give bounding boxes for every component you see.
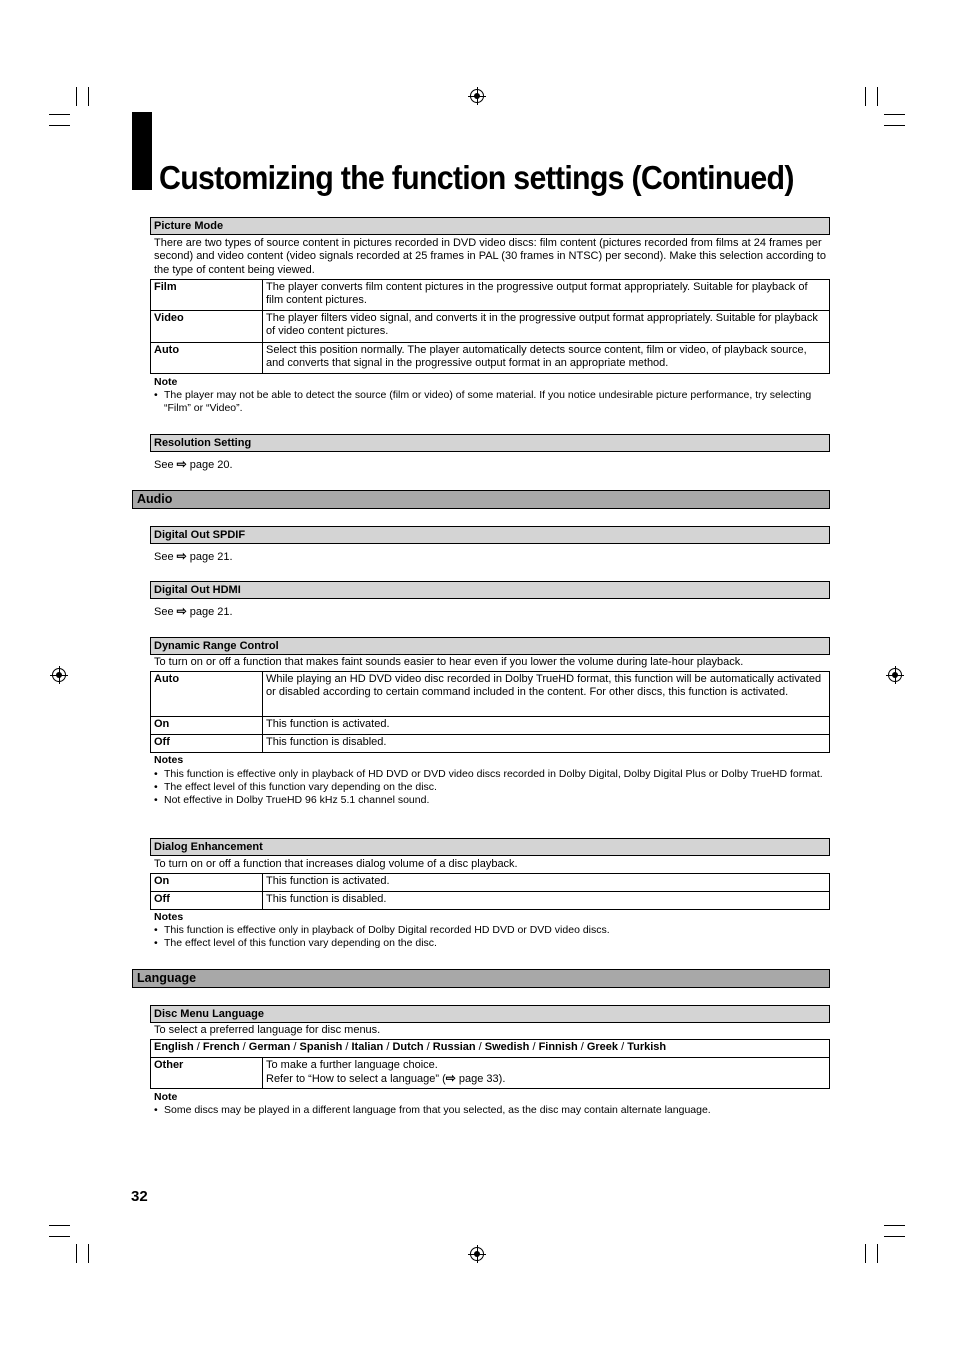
language-section-heading: Language <box>132 969 830 988</box>
table-row <box>151 874 830 892</box>
registration-mark-icon <box>888 668 902 682</box>
digital-out-hdmi-heading: Digital Out HDMI <box>150 581 830 599</box>
option-key: On <box>151 717 263 735</box>
option-desc: This function is activated. <box>263 717 830 735</box>
option-key: Auto <box>151 343 263 374</box>
list-item: • The effect level of this function vary depending on the disc. <box>154 937 828 950</box>
page-link[interactable]: page 21. <box>189 551 233 563</box>
crop-mark <box>865 87 866 106</box>
arrow-right-icon: ⇨ <box>176 604 187 618</box>
separator: / <box>618 1041 628 1053</box>
see-label: See <box>154 606 174 618</box>
crop-mark <box>76 1244 77 1263</box>
separator: / <box>193 1041 203 1053</box>
picture-mode-intro: There are two types of source content in pictures recorded in DVD video discs: film content (pictures recorded from films at 24 frames per second) and video content (video signals recorded at 25 frames in PAL (30 frames in NTSC) per second). Make this selection according to the type of content being viewed. <box>154 237 826 276</box>
crop-mark <box>865 1244 866 1263</box>
separator: / <box>577 1041 587 1053</box>
separator: / <box>423 1041 433 1053</box>
disc-menu-language-table <box>150 1039 830 1089</box>
ref-text: Refer to “How to select a language” ( <box>266 1073 446 1086</box>
crop-mark <box>877 1244 878 1263</box>
digital-out-spdif-heading: Digital Out SPDIF <box>150 526 830 544</box>
dynamic-range-table <box>150 671 830 753</box>
see-label: See <box>154 459 174 471</box>
separator: / <box>383 1041 393 1053</box>
crop-mark <box>884 125 905 126</box>
crop-mark <box>884 1236 905 1237</box>
language-option[interactable]: Spanish <box>299 1041 343 1053</box>
picture-mode-notes <box>154 389 828 415</box>
arrow-right-icon: ⇨ <box>176 549 187 563</box>
notes-label: Notes <box>154 911 184 923</box>
notes-label: Notes <box>154 754 184 766</box>
crop-mark <box>88 1244 89 1263</box>
option-desc: The player converts film content pictures in the progressive output format appropriately. Suitable for playback of film content pictures. <box>263 280 830 311</box>
separator: / <box>290 1041 300 1053</box>
disc-menu-language-notes <box>154 1104 828 1117</box>
list-item: • Not effective in Dolby TrueHD 96 kHz 5.1 channel sound. <box>154 794 828 807</box>
language-option[interactable]: Italian <box>351 1041 384 1053</box>
option-key: Off <box>151 735 263 753</box>
table-row <box>151 280 830 311</box>
table-row <box>151 717 830 735</box>
title-bar <box>132 112 152 190</box>
crop-mark <box>877 87 878 106</box>
option-key: Film <box>151 280 263 311</box>
option-key: Off <box>151 892 263 910</box>
resolution-see-ref <box>154 458 233 472</box>
option-desc: While playing an HD DVD video disc recorded in Dolby TrueHD format, this function will be automatically activated or disabled according to certain command included in the content. For other discs, this function is activated. <box>263 672 830 717</box>
other-desc-line: To make a further language choice. <box>266 1059 438 1071</box>
option-key: Auto <box>151 672 263 717</box>
table-row <box>151 672 830 717</box>
registration-mark-icon <box>470 89 484 103</box>
crop-mark <box>884 114 905 115</box>
arrow-right-icon: ⇨ <box>176 457 187 471</box>
registration-mark-icon <box>52 668 66 682</box>
picture-mode-heading: Picture Mode <box>150 217 830 235</box>
dynamic-range-heading: Dynamic Range Control <box>150 637 830 655</box>
table-row <box>151 1058 830 1089</box>
table-row <box>151 311 830 343</box>
spdif-see-ref <box>154 550 233 564</box>
arrow-right-icon: ⇨ <box>445 1071 456 1086</box>
disc-menu-language-intro: To select a preferred language for disc menus. <box>154 1024 381 1036</box>
page-number: 32 <box>131 1188 148 1205</box>
note-label: Note <box>154 376 178 388</box>
dynamic-range-intro: To turn on or off a function that makes faint sounds easier to hear even if you lower the volume during late-hour playback. <box>154 656 744 668</box>
option-key: Other <box>151 1058 263 1089</box>
page-title: Customizing the function settings (Continued) <box>159 159 794 196</box>
page-link[interactable]: page 21. <box>189 606 233 618</box>
list-item: • This function is effective only in playback of Dolby Digital recorded HD DVD or DVD video discs. <box>154 924 828 937</box>
dynamic-range-notes <box>154 768 828 807</box>
dialog-enhancement-notes <box>154 924 828 950</box>
crop-mark <box>88 87 89 106</box>
separator: / <box>529 1041 539 1053</box>
table-row <box>151 892 830 910</box>
page-link[interactable]: page 33). <box>458 1073 506 1086</box>
language-option[interactable]: Russian <box>432 1041 476 1053</box>
separator: / <box>239 1041 249 1053</box>
registration-mark-icon <box>470 1247 484 1261</box>
note-label: Note <box>154 1091 178 1103</box>
list-item: • The player may not be able to detect the source (film or video) of some material. If you notice undesirable picture performance, try selecting “Film” or “Video”. <box>154 389 828 415</box>
separator: / <box>475 1041 485 1053</box>
dialog-enhancement-table <box>150 873 830 910</box>
list-item: • The effect level of this function vary depending on the disc. <box>154 781 828 794</box>
option-key: On <box>151 874 263 892</box>
crop-mark <box>49 125 70 126</box>
see-label: See <box>154 551 174 563</box>
language-option[interactable]: Dutch <box>392 1041 424 1053</box>
option-desc: This function is disabled. <box>263 892 830 910</box>
resolution-setting-heading: Resolution Setting <box>150 434 830 452</box>
dialog-enhancement-intro: To turn on or off a function that increases dialog volume of a disc playback. <box>154 858 518 870</box>
language-option[interactable]: Turkish <box>627 1041 667 1053</box>
option-desc: This function is activated. <box>263 874 830 892</box>
table-row <box>151 1040 830 1058</box>
crop-mark <box>49 114 70 115</box>
language-option[interactable]: English <box>154 1041 194 1053</box>
option-desc <box>263 1058 830 1089</box>
option-desc: This function is disabled. <box>263 735 830 753</box>
option-desc: Select this position normally. The player automatically detects source content, film or video, of playback source, and converts that signal in the progressive output format in an appropriate method. <box>263 343 830 374</box>
option-key: Video <box>151 311 263 343</box>
list-item: • Some discs may be played in a different language from that you selected, as the disc may contain alternate language. <box>154 1104 828 1117</box>
language-option[interactable]: Finnish <box>538 1041 578 1053</box>
table-row <box>151 343 830 374</box>
hdmi-see-ref <box>154 605 233 619</box>
picture-mode-table <box>150 279 830 374</box>
list-item: • This function is effective only in playback of HD DVD or DVD video discs recorded in Dolby Digital, Dolby Digital Plus or Dolby TrueHD format. <box>154 768 828 781</box>
language-option[interactable]: Swedish <box>484 1041 530 1053</box>
separator: / <box>342 1041 352 1053</box>
language-option[interactable]: German <box>248 1041 291 1053</box>
crop-mark <box>884 1225 905 1226</box>
dialog-enhancement-heading: Dialog Enhancement <box>150 838 830 856</box>
other-desc-line <box>266 1072 826 1086</box>
page-link[interactable]: page 20. <box>189 459 233 471</box>
crop-mark <box>49 1236 70 1237</box>
disc-menu-language-heading: Disc Menu Language <box>150 1005 830 1023</box>
option-desc: The player filters video signal, and converts it in the progressive output format appropriately. Suitable for playback of video content pictures. <box>263 311 830 343</box>
language-list <box>151 1040 830 1058</box>
language-option[interactable]: Greek <box>586 1041 619 1053</box>
crop-mark <box>76 87 77 106</box>
audio-section-heading: Audio <box>132 490 830 509</box>
table-row <box>151 735 830 753</box>
language-option[interactable]: French <box>202 1041 240 1053</box>
crop-mark <box>49 1225 70 1226</box>
